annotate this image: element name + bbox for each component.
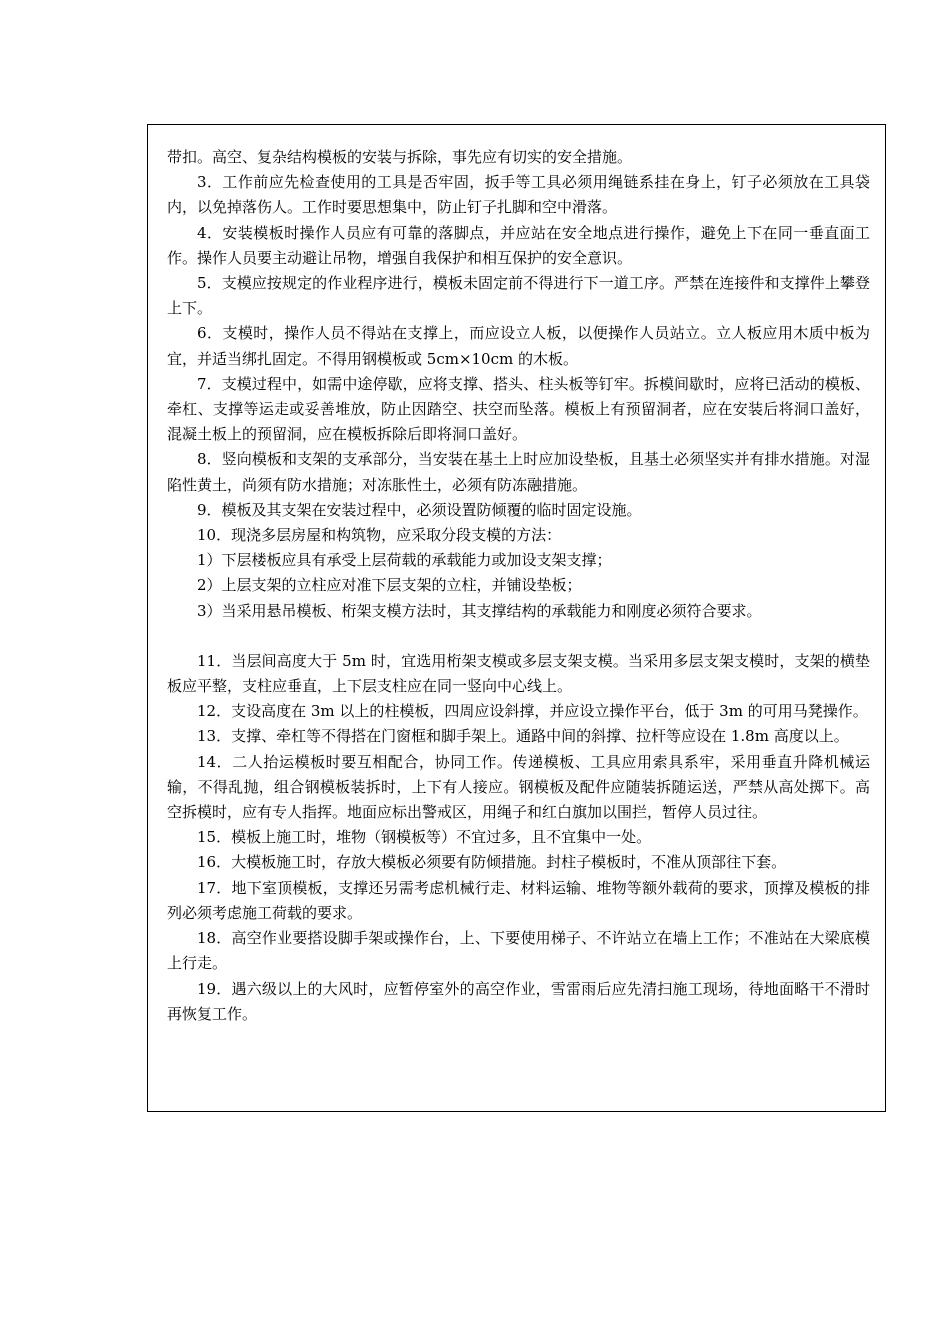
paragraph-item-4: 4．安装模板时操作人员应有可靠的落脚点，并应站在安全地点进行操作，避免上下在同一垂直面工作。操作人员要主动避让吊物，增强自我保护和相互保护的安全意识。: [167, 223, 870, 267]
paragraph-subitem-3: 3）当采用悬吊模板、桁架支模方法时，其支撑结构的承载能力和刚度必须符合要求。: [197, 601, 762, 620]
paragraph-item-5: 5．支模应按规定的作业程序进行，模板未固定前不得进行下一道工序。严禁在连接件和支撑件上攀登上下。: [167, 274, 870, 318]
paragraph-subitem-1: 1）下层楼板应具有承受上层荷载的承载能力或加设支架支撑；: [197, 551, 612, 570]
paragraph-item-15: 15．模板上施工时，堆物（钢模板等）不宜过多，且不宜集中一处。: [197, 828, 652, 847]
paragraph-item-8: 8．竖向模板和支架的支承部分，当安装在基土上时应加设垫板，且基土必须坚实并有排水措施。对湿陷性黄土，尚须有防水措施；对冻胀性土，必须有防冻融措施。: [167, 450, 870, 494]
paragraph-item-17: 17．地下室顶模板，支撑还另需考虑机械行走、材料运输、堆物等额外载荷的要求，顶撑及模板的排列必须考虑施工荷载的要求。: [167, 878, 870, 922]
paragraph-item-11: 11．当层间高度大于 5m 时，宜选用桁架支模或多层支架支模。当采用多层支架支模时，支架的横垫板应平整，支柱应垂直，上下层支柱应在同一竖向中心线上。: [167, 651, 870, 696]
paragraph-item-14: 14．二人抬运模板时要互相配合，协同工作。传递模板、工具应用索具系牢，采用垂直升降机械运输，不得乱抛，组合钢模板装拆时，上下有人接应。钢模板及配件应随装拆随运送，严禁从高处掷下。高空拆模时，应有专人指挥。地面应标出警戒区，用绳子和红白旗加以围拦，暂停人员过往。: [167, 752, 870, 822]
paragraph-item-6: 6．支模时，操作人员不得站在支撑上，而应设立人板，以便操作人员站立。立人板应用木质中板为宜，并适当绑扎固定。不得用钢模板或 5cm×10cm 的木板。: [167, 324, 870, 368]
paragraph-item-3: 3．工作前应先检查使用的工具是否牢固，扳手等工具必须用绳链系挂在身上，钉子必须放在工具袋内，以免掉落伤人。工作时要思想集中，防止钉子扎脚和空中滑落。: [167, 173, 870, 217]
paragraph-item-10: 10．现浇多层房屋和构筑物，应采取分段支模的方法：: [197, 526, 562, 545]
paragraph-item-9: 9．模板及其支架在安装过程中，必须设置防倾覆的临时固定设施。: [197, 500, 642, 519]
document-body: [167, 145, 870, 1027]
paragraph-item-19: 19．遇六级以上的大风时，应暂停室外的高空作业，雪雷雨后应先清扫施工现场，待地面略干不滑时再恢复工作。: [167, 979, 870, 1023]
paragraph-item-13: 13．支撑、牵杠等不得搭在门窗框和脚手架上。通路中间的斜撑、拉杆等应设在 1.8m 高度以上。: [197, 727, 849, 746]
document-frame: [147, 124, 886, 1112]
paragraph-continuation: 带扣。高空、复杂结构模板的安装与拆除，事先应有切实的安全措施。: [167, 148, 633, 166]
paragraph-subitem-2: 2）上层支架的立柱应对准下层支架的立柱，并铺设垫板；: [197, 576, 582, 595]
paragraph-item-7: 7．支模过程中，如需中途停歇，应将支撑、搭头、柱头板等钉牢。拆模间歇时，应将已活动的模板、牵杠、支撑等运走或妥善堆放，防止因踏空、扶空而坠落。模板上有预留洞者，应在安装后将洞口盖好，混凝土板上的预留洞，应在模板拆除后即将洞口盖好。: [167, 374, 870, 444]
paragraph-item-18: 18．高空作业要搭设脚手架或操作台，上、下要使用梯子、不许站立在墙上工作；不准站在大梁底模上行走。: [167, 929, 870, 973]
paragraph-item-16: 16．大模板施工时，存放大模板必须要有防倾措施。封柱子模板时，不准从顶部往下套。: [197, 853, 787, 872]
paragraph-item-12: 12．支设高度在 3m 以上的柱模板，四周应设斜撑，并应设立操作平台，低于 3m 的可用马凳操作。: [197, 702, 868, 721]
